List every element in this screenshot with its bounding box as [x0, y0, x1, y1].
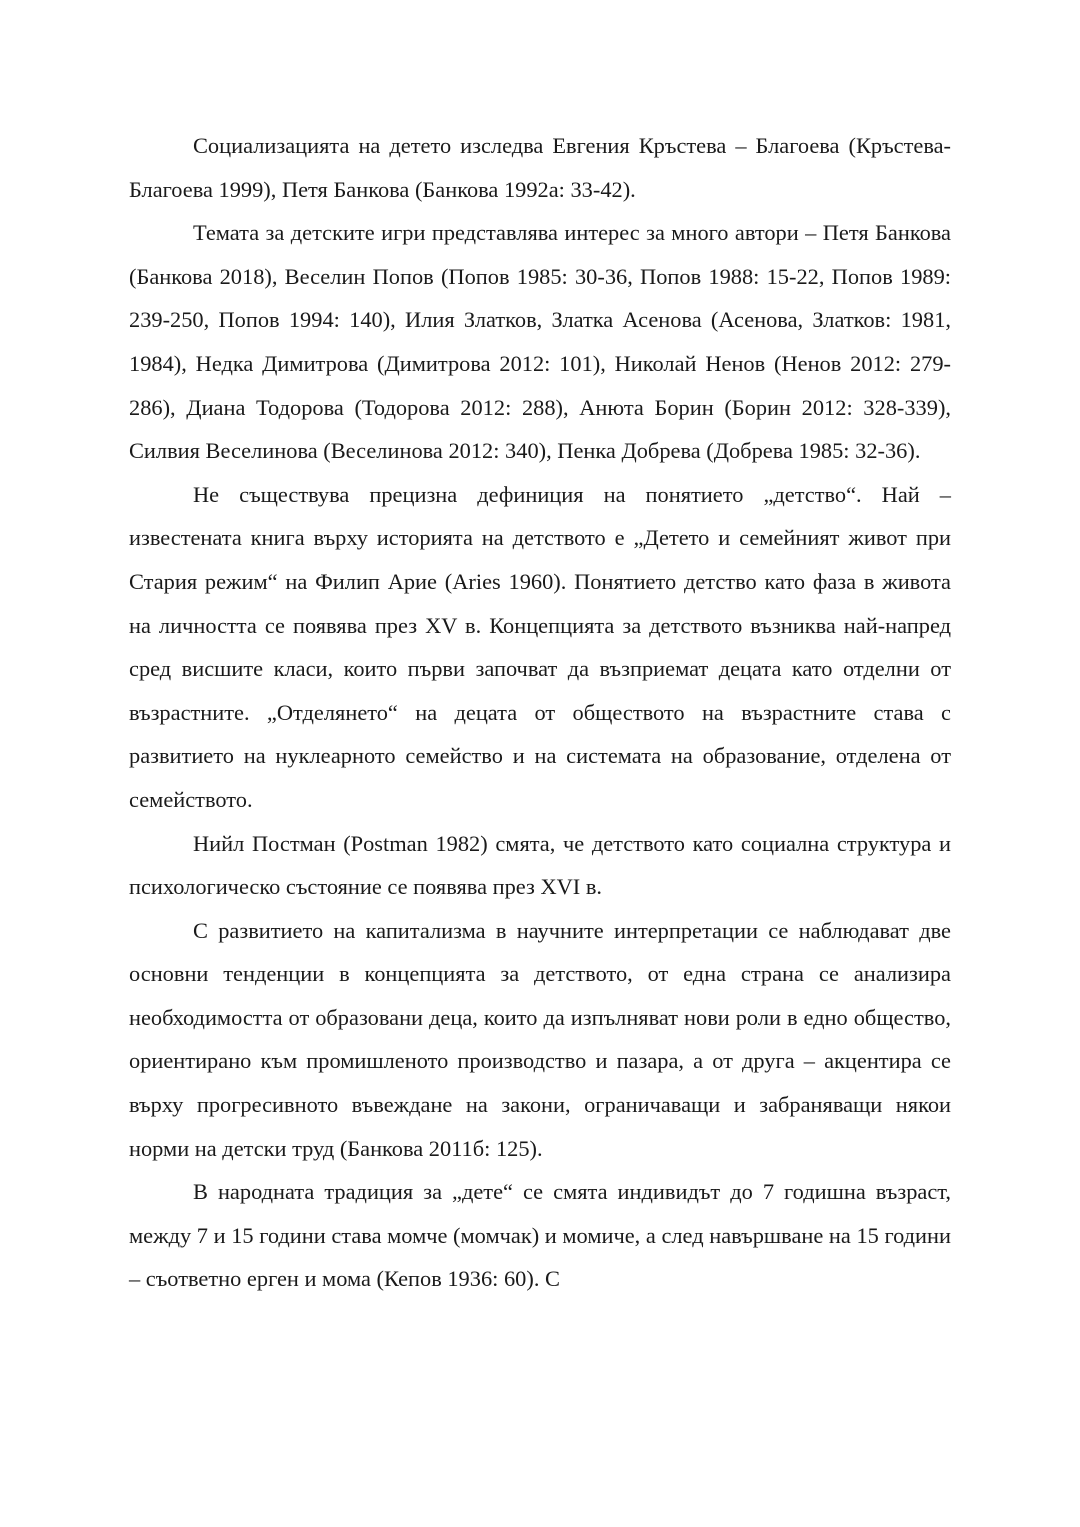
paragraph-children-games: Темата за детските игри представлява интерес за много автори – Петя Банкова (Банкова 2018), Веселин Попов (Попов 1985: 30-36, Попов 1988: 15-22, Попов 1989: 239-250, Попов 1994: 140), Илия Златков, Златка Асенова (Асенова, Златков: 1981, 1984), Недка Димитрова (Димитрова 2012: 101), Николай Ненов (Ненов 2012: 279-286), Диана Тодорова (Тодорова 2012: 288), Анюта Борин (Борин 2012: 328-339), Силвия Веселинова (Веселинова 2012: 340), Пенка Добрева (Добрева 1985: 32-36). [129, 220, 951, 464]
paragraph-postman: Нийл Постман (Postman 1982) смята, че детството като социална структура и психологическо състояние се появява през XVI в. [129, 830, 951, 900]
paragraph-folk-tradition: В народната традиция за „дете“ се смята индивидът до 7 годишна възраст, между 7 и 15 години става момче (момчак) и момиче, а след навършване на 15 години – съответно ерген и мома (Кепов 1936: 60). С [129, 1179, 951, 1292]
paragraph-capitalism: С развитието на капитализма в научните интерпретации се наблюдават две основни тенденции в концепцията за детството, от една страна се анализира необходимостта от образовани деца, които да изпълняват нови роли в едно общество, ориентирано към промишленото производство и пазара, а от друга – акцентира се върху прогресивното въвеждане на закони, ограничаващи и забраняващи някои норми на детски труд (Банкова 2011б: 125). [129, 917, 951, 1161]
body-text [129, 124, 951, 1301]
paragraph-childhood-definition: Не съществува прецизна дефиниция на понятието „детство“. Най – известената книга върху историята на детството е „Детето и семейният живот при Стария режим“ на Филип Арие (Aries 1960). Понятието детство като фаза в живота на личността се появява през XV в. Концепцията за детството възниква най-напред сред висшите класи, които първи започват да възприемат децата като отделни от възрастните. „Отделянето“ на децата от обществото на възрастните става с развитието на нуклеарното семейство и на системата на образование, отделена от семейството. [129, 481, 951, 812]
paragraph-socialization: Социализацията на детето изследва Евгения Кръстева – Благоева (Кръстева-Благоева 1999), Петя Банкова (Банкова 1992а: 33-42). [129, 133, 951, 202]
